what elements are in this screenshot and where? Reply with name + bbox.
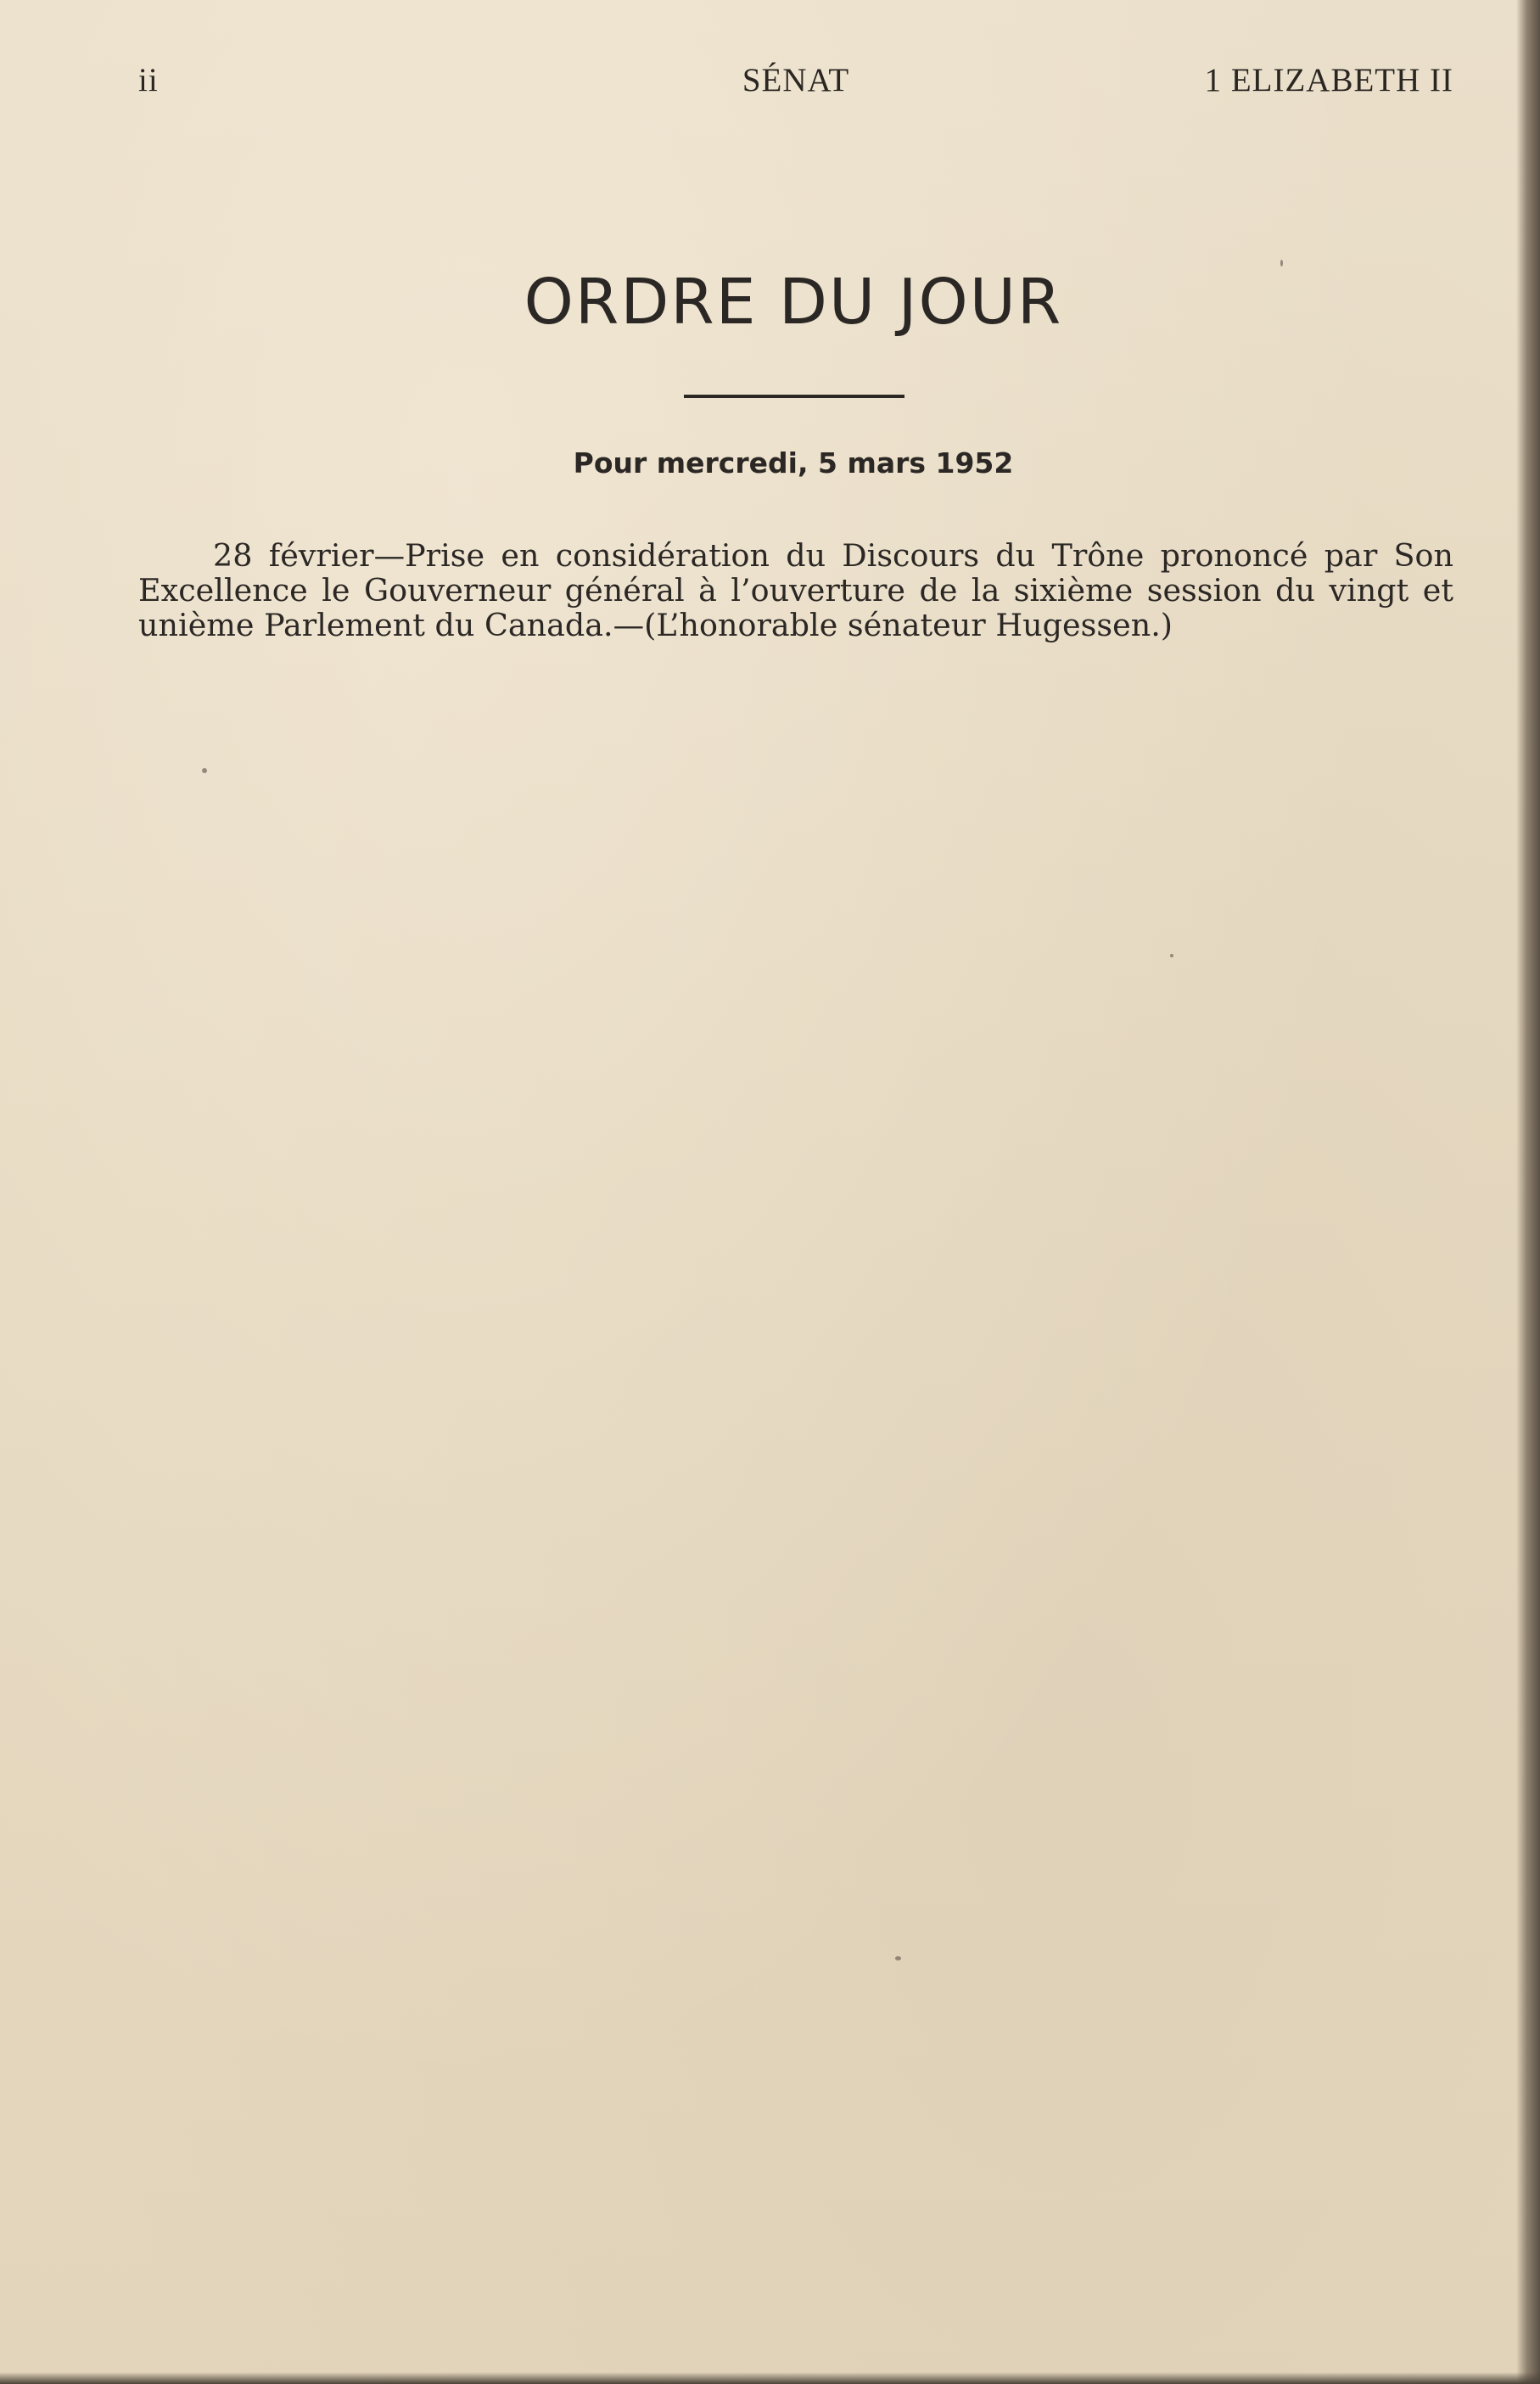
agenda-item: 28 février—Prise en considération du Discours du Trône prononcé par Son Excellence le Gouverneur général à l’ouverture de la sixième session du vingt et unième Parlement du Canada.—(L’honorable sénateur Hugessen.) [138,536,1453,643]
running-head-title: SÉNAT [742,62,850,98]
page-bottom-edge [0,2372,1540,2384]
running-head [138,61,1453,104]
paper-speck [895,1956,901,1960]
title-rule [684,395,904,398]
page-binding-edge [1516,0,1540,2384]
page-number: ii [138,62,159,98]
date-heading: Pour mercredi, 5 mars 1952 [573,446,1014,480]
page-title: ORDRE DU JOUR [524,266,1063,339]
running-head-regnal-year: 1 ELIZABETH II [1204,62,1453,98]
paper-speck [1170,954,1173,957]
paper-speck [1280,260,1283,266]
paper-speck [202,768,207,773]
